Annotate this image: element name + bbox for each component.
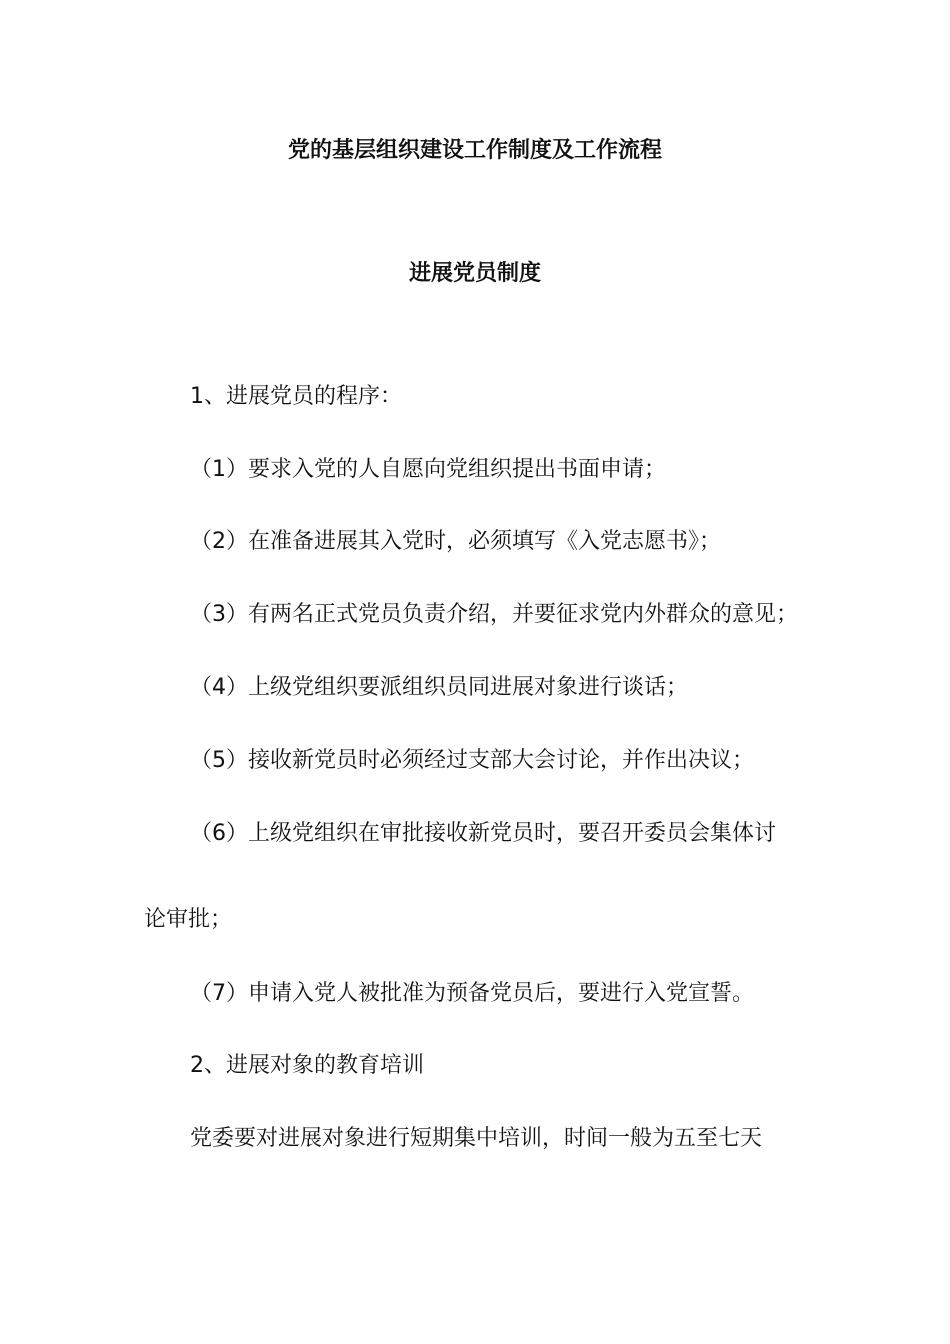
paragraph-step-5: （5）接收新党员时必须经过支部大会讨论，并作出决议；	[190, 748, 754, 773]
document-title: 党的基层组织建设工作制度及工作流程	[287, 138, 662, 163]
paragraph-step-6: （6）上级党组织在审批接收新党员时，要召开委员会集体讨	[190, 821, 776, 846]
paragraph-step-2: （2）在准备进展其入党时，必须填写《入党志愿书》；	[190, 529, 721, 554]
paragraph-training-heading: 2、进展对象的教育培训	[190, 1053, 424, 1078]
paragraph-step-1: （1）要求入党的人自愿向党组织提出书面申请；	[190, 457, 666, 482]
paragraph-procedure-heading: 1、进展党员的程序：	[190, 384, 402, 409]
paragraph-step-3: （3）有两名正式党员负责介绍，并要征求党内外群众的意见；	[190, 602, 798, 627]
section-title: 进展党员制度	[408, 261, 541, 286]
paragraph-step-7: （7）申请入党人被批准为预备党员后，要进行入党宣誓。	[190, 981, 754, 1006]
paragraph-step-6-continued: 论审批；	[144, 907, 233, 932]
paragraph-step-4: （4）上级党组织要派组织员同进展对象进行谈话；	[190, 675, 688, 700]
paragraph-training-body: 党委要对进展对象进行短期集中培训，时间一般为五至七天	[190, 1126, 763, 1151]
